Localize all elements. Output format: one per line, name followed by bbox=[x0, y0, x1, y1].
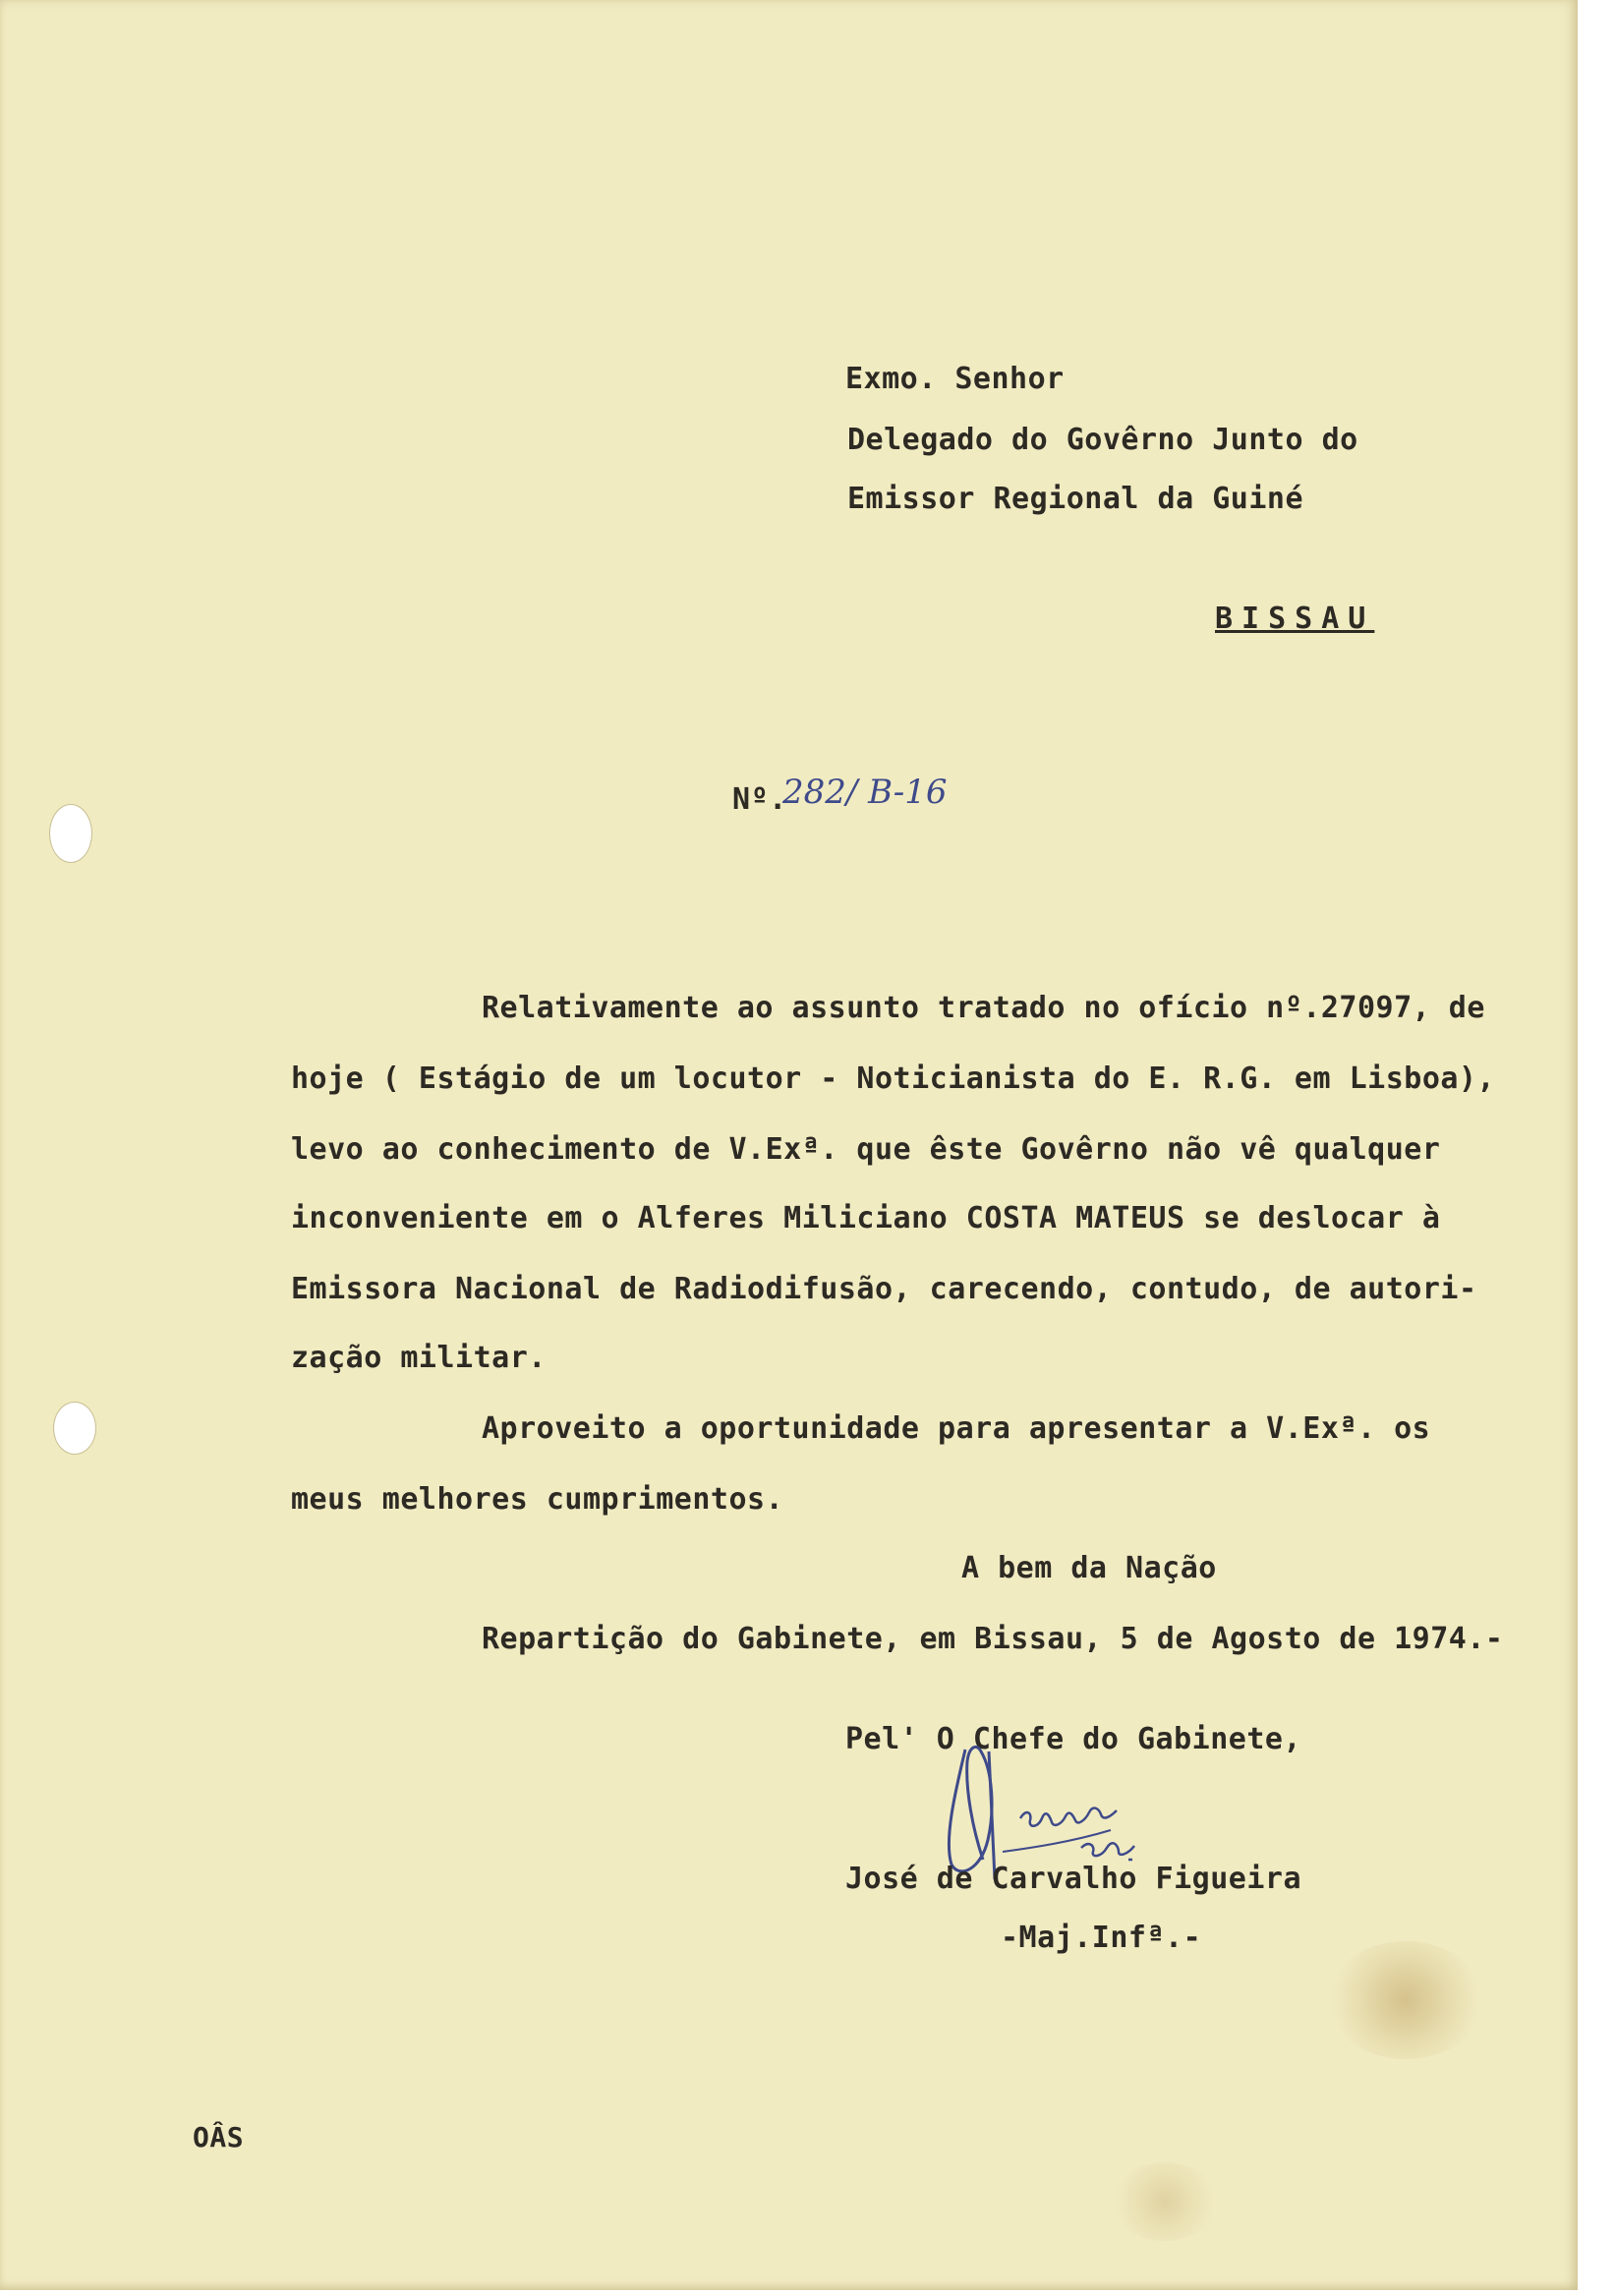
reference-handwritten-number: 282/ B-16 bbox=[782, 773, 948, 812]
closing-motto: A bem da Nação bbox=[961, 1551, 1217, 1585]
punch-hole bbox=[53, 1402, 96, 1455]
signer-name: José de Carvalho Figueira bbox=[845, 1862, 1302, 1896]
body-line: Relativamente ao assunto tratado no ofício nº.27097, de bbox=[482, 991, 1485, 1025]
page-edge bbox=[1578, 0, 1615, 2296]
body-line: Aproveito a oportunidade para apresentar a V.Exª. os bbox=[482, 1411, 1431, 1446]
punch-hole bbox=[49, 804, 92, 863]
body-line: inconveniente em o Alferes Miliciano COSTA MATEUS se deslocar à bbox=[291, 1201, 1441, 1235]
body-line: Emissora Nacional de Radiodifusão, carecendo, contudo, de autori- bbox=[291, 1272, 1477, 1306]
reference-prefix: Nº. bbox=[732, 782, 787, 817]
typist-initials: OÂS bbox=[193, 2121, 245, 2153]
signer-rank: -Maj.Infª.- bbox=[1001, 1921, 1202, 1955]
body-line: levo ao conhecimento de V.Exª. que êste Govêrno não vê qualquer bbox=[291, 1132, 1441, 1167]
recipient-line-1: Delegado do Govêrno Junto do bbox=[847, 423, 1358, 457]
recipient-city: BISSAU bbox=[1215, 602, 1375, 636]
paper-stain bbox=[1327, 1941, 1484, 2059]
closing-on-behalf: Pel' O Chefe do Gabinete, bbox=[845, 1722, 1302, 1756]
paper-stain bbox=[1111, 2162, 1219, 2241]
closing-place-date: Repartição do Gabinete, em Bissau, 5 de Agosto de 1974.- bbox=[482, 1622, 1504, 1656]
body-line: zação militar. bbox=[291, 1341, 547, 1375]
recipient-salutation: Exmo. Senhor bbox=[845, 362, 1065, 396]
body-line: meus melhores cumprimentos. bbox=[291, 1482, 784, 1517]
body-line: hoje ( Estágio de um locutor - Noticianista do E. R.G. em Lisboa), bbox=[291, 1062, 1496, 1096]
recipient-line-2: Emissor Regional da Guiné bbox=[847, 482, 1304, 516]
